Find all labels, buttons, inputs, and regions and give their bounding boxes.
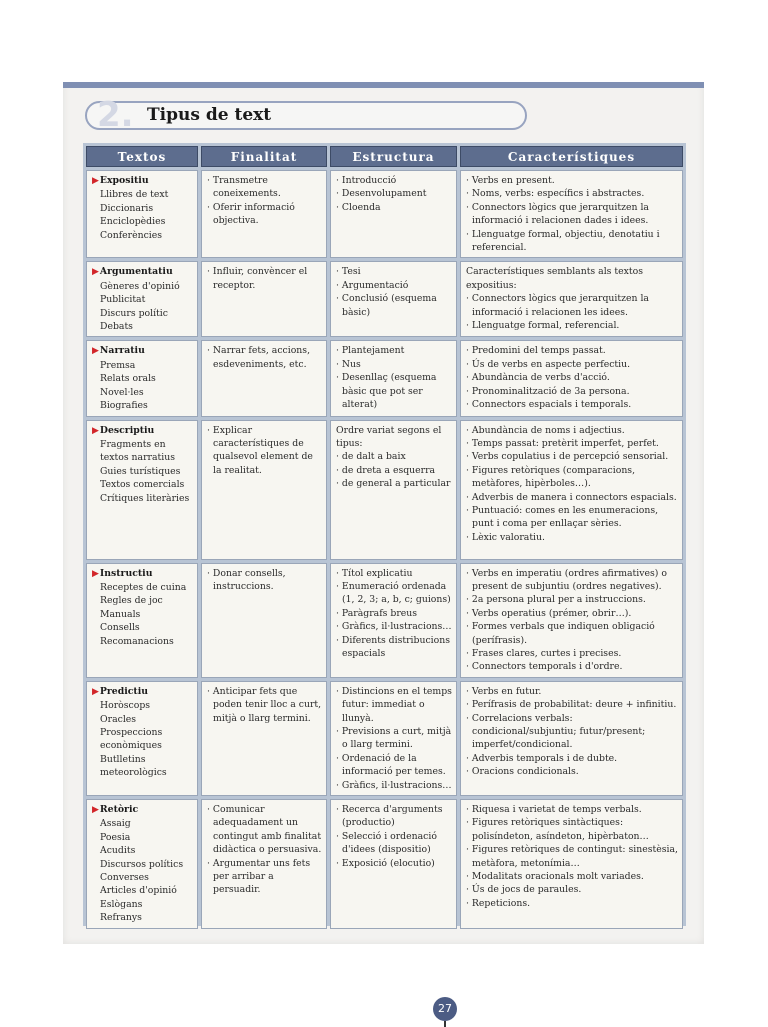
example-item: Enciclopèdies <box>100 216 166 228</box>
caracteristiques-item: · Adverbis temporals i de dubte. <box>466 752 618 764</box>
text-type-label: Instructiu <box>99 567 153 579</box>
page-number-tick <box>444 1021 446 1027</box>
estructura-item: · Exposició (elocutio) <box>336 857 435 869</box>
estructura-item: · Desenvolupament <box>336 188 427 200</box>
cell-caracteristiques <box>460 261 683 337</box>
arrow-marker-icon: ▶ <box>92 805 99 815</box>
example-item: Relats orals <box>100 373 156 385</box>
table-row <box>86 340 683 416</box>
section-title: Tipus de text <box>147 105 272 125</box>
cell-finalitat <box>201 681 327 796</box>
arrow-marker-icon: ▶ <box>92 267 99 278</box>
example-item: Gèneres d'opinió <box>100 280 180 292</box>
example-item: Receptes de cuina <box>100 581 187 593</box>
estructura-item: · Nus <box>336 358 361 370</box>
cell-caracteristiques <box>460 799 683 929</box>
example-item: Crítiques literàries <box>100 492 190 504</box>
example-item: Eslògans <box>100 898 143 910</box>
page-number: 27 <box>433 997 457 1021</box>
column-header-finalitat: Finalitat <box>201 146 327 167</box>
text-type-name <box>92 685 193 699</box>
example-item: Articles d'opinió <box>100 885 177 897</box>
finalitat-item: · Explicar característiques de qualsevol element de la realitat. <box>207 424 313 476</box>
estructura-item: · Cloenda <box>336 201 381 213</box>
caracteristiques-item: · 2a persona plural per a instruccions. <box>466 594 646 606</box>
column-header-caracteristiques: Característiques <box>460 146 683 167</box>
caracteristiques-item: · Temps passat: pretèrit imperfet, perfet. <box>466 437 659 449</box>
example-item: Butlletins meteorològics <box>100 753 167 779</box>
estructura-item: · Plantejament <box>336 345 405 357</box>
example-item: Recomanacions <box>100 635 174 647</box>
caracteristiques-item: · Frases clares, curtes i precises. <box>466 647 622 659</box>
caracteristiques-item: · Predomini del temps passat. <box>466 345 606 357</box>
arrow-marker-icon: ▶ <box>92 176 99 186</box>
cell-caracteristiques <box>460 340 683 416</box>
estructura-item: · Distincions en el temps futur: immediat o llunyà. <box>336 685 452 724</box>
estructura-item: · Argumentació <box>336 279 409 291</box>
table-body <box>86 170 683 929</box>
finalitat-item: · Narrar fets, accions, esdeveniments, etc. <box>207 345 311 370</box>
table-row <box>86 261 683 337</box>
example-item: Converses <box>100 872 149 884</box>
estructura-item: · Tesi <box>336 266 361 278</box>
estructura-item: · Enumeració ordenada (1, 2, 3; a, b, c; guions) <box>336 580 451 606</box>
caracteristiques-item: Característiques semblants als textos expositius: <box>466 266 643 291</box>
text-type-name <box>92 424 193 438</box>
cell-finalitat <box>201 170 327 258</box>
caracteristiques-item: · Modalitats oracionals molt variades. <box>466 871 644 883</box>
example-item: Debats <box>100 321 133 333</box>
caracteristiques-item: · Figures retòriques (comparacions, metàfores, hipèrboles…). <box>466 464 636 490</box>
finalitat-item: · Donar consells, instruccions. <box>207 567 286 592</box>
finalitat-item: · Anticipar fets que poden tenir lloc a curt, mitjà o llarg termini. <box>207 685 322 724</box>
caracteristiques-item: · Connectors temporals i d'ordre. <box>466 661 623 673</box>
example-item: Acudits <box>100 845 136 857</box>
finalitat-item: · Transmetre coneixements. <box>207 175 281 200</box>
column-header-textos: Textos <box>86 146 198 167</box>
finalitat-item: · Influir, convèncer el receptor. <box>207 266 308 291</box>
estructura-item: · Diferents distribucions espacials <box>336 634 451 659</box>
page-top-bar <box>63 82 704 88</box>
estructura-item: · Recerca d'arguments (productio) <box>336 804 443 829</box>
caracteristiques-item: · Connectors espacials i temporals. <box>466 399 632 411</box>
example-item: Textos comercials <box>100 479 185 491</box>
caracteristiques-item: · Pronominalització de 3a persona. <box>466 385 630 397</box>
caracteristiques-item: · Verbs copulatius i de percepció sensorial. <box>466 451 669 463</box>
text-type-label: Descriptiu <box>99 424 155 436</box>
estructura-item: · Conclusió (esquema bàsic) <box>336 293 437 318</box>
cell-finalitat <box>201 340 327 416</box>
table-row <box>86 420 683 560</box>
example-item: Biografies <box>100 400 148 412</box>
cell-estructura <box>330 563 457 678</box>
example-item: Prospeccions econòmiques <box>100 726 163 752</box>
caracteristiques-item: · Verbs en present. <box>466 175 555 186</box>
caracteristiques-item: · Repeticions. <box>466 897 531 909</box>
caracteristiques-item: · Llenguatge formal, objectiu, denotatiu i referencial. <box>466 228 660 254</box>
cell-finalitat <box>201 799 327 929</box>
text-type-label: Expositiu <box>99 175 149 186</box>
caracteristiques-item: · Perífrasis de probabilitat: deure + infinitiu. <box>466 699 677 711</box>
estructura-item: · Previsions a curt, mitjà o llarg termini. <box>336 725 452 751</box>
text-type-name <box>92 174 193 188</box>
text-types-table-frame <box>83 143 686 926</box>
table-row <box>86 799 683 929</box>
text-type-name <box>92 344 193 358</box>
cell-caracteristiques <box>460 420 683 560</box>
text-type-name <box>92 567 193 581</box>
estructura-item: · Gràfics, il·lustracions… <box>336 779 452 791</box>
cell-textos <box>86 681 198 796</box>
finalitat-item: · Argumentar uns fets per arribar a persuadir. <box>207 857 311 896</box>
estructura-item: · Gràfics, il·lustracions… <box>336 621 452 633</box>
cell-estructura <box>330 799 457 929</box>
caracteristiques-item: · Verbs en futur. <box>466 685 542 697</box>
cell-estructura <box>330 261 457 337</box>
arrow-marker-icon: ▶ <box>92 425 99 436</box>
example-item: Conferències <box>100 229 163 241</box>
estructura-item: · de dreta a esquerra <box>336 464 436 476</box>
example-item: Assaig <box>100 818 131 830</box>
arrow-marker-icon: ▶ <box>92 686 99 697</box>
cell-caracteristiques <box>460 170 683 258</box>
cell-textos <box>86 170 198 258</box>
arrow-marker-icon: ▶ <box>92 568 99 579</box>
book-page <box>63 82 704 1015</box>
caracteristiques-item: · Connectors lògics que jerarquitzen la informació i relacionen dades i idees. <box>466 201 649 227</box>
estructura-item: · de general a particular <box>336 478 451 490</box>
table-header-row <box>86 146 683 167</box>
example-item: Oracles <box>100 713 137 725</box>
table-row <box>86 563 683 678</box>
caracteristiques-item: · Verbs en imperatiu (ordres afirmatives) o present de subjuntiu (ordres negatives). <box>466 567 667 592</box>
example-item: Horòscops <box>100 700 151 712</box>
arrow-marker-icon: ▶ <box>92 346 99 357</box>
caracteristiques-item: · Verbs operatius (prémer, obrir…). <box>466 607 632 619</box>
cell-estructura <box>330 681 457 796</box>
caracteristiques-item: · Figures retòriques sintàctiques: polisíndeton, asíndeton, hipèrbaton… <box>466 817 649 842</box>
estructura-item: · de dalt a baix <box>336 451 406 463</box>
cell-textos <box>86 261 198 337</box>
caracteristiques-item: · Oracions condicionals. <box>466 766 579 778</box>
example-item: Refranys <box>100 912 142 924</box>
estructura-item: · Paràgrafs breus <box>336 607 418 619</box>
table-row <box>86 681 683 796</box>
table-row <box>86 170 683 258</box>
cell-textos <box>86 563 198 678</box>
caracteristiques-item: · Ús de jocs de paraules. <box>466 884 582 896</box>
caracteristiques-item: · Puntuació: comes en les enumeracions, punt i coma per enllaçar sèries. <box>466 504 659 530</box>
caracteristiques-item: · Riquesa i varietat de temps verbals. <box>466 804 642 815</box>
example-item: Manuals <box>100 608 141 620</box>
example-item: Premsa <box>100 359 136 371</box>
estructura-item: · Selecció i ordenació d'idees (dispositio) <box>336 830 437 856</box>
example-item: Regles de joc <box>100 595 163 607</box>
text-type-label: Narratiu <box>99 345 145 357</box>
text-type-name <box>92 265 193 279</box>
cell-caracteristiques <box>460 563 683 678</box>
caracteristiques-item: · Abundància de noms i adjectius. <box>466 424 625 436</box>
example-item: Poesia <box>100 831 131 843</box>
example-item: Fragments en textos narratius <box>100 438 175 464</box>
finalitat-item: · Oferir informació objectiva. <box>207 201 295 227</box>
caracteristiques-item: · Adverbis de manera i connectors espacials. <box>466 491 677 503</box>
text-type-label: Predictiu <box>99 685 149 697</box>
cell-finalitat <box>201 420 327 560</box>
caracteristiques-item: · Abundància de verbs d'acció. <box>466 372 610 384</box>
cell-estructura <box>330 340 457 416</box>
estructura-item: Ordre variat segons el tipus: <box>336 424 442 449</box>
text-types-table <box>83 143 686 932</box>
caracteristiques-item: · Lèxic valoratiu. <box>466 531 545 543</box>
caracteristiques-item: · Figures retòriques de contingut: sinestèsia, metàfora, metonímia… <box>466 844 678 869</box>
column-header-estructura: Estructura <box>330 146 457 167</box>
section-number: 2. <box>97 95 134 135</box>
cell-finalitat <box>201 563 327 678</box>
caracteristiques-item: · Connectors lògics que jerarquitzen la informació i relacionen les idees. <box>466 293 649 318</box>
text-type-label: Argumentatiu <box>99 266 173 278</box>
example-item: Publicitat <box>100 294 146 306</box>
caracteristiques-item: · Noms, verbs: específics i abstractes. <box>466 188 645 200</box>
caracteristiques-item: · Ús de verbs en aspecte perfectiu. <box>466 358 631 370</box>
caracteristiques-item: · Llenguatge formal, referencial. <box>466 320 620 332</box>
example-item: Discurs polític <box>100 307 168 319</box>
estructura-item: · Ordenació de la informació per temes. <box>336 752 446 778</box>
example-item: Discursos polítics <box>100 858 184 870</box>
cell-caracteristiques <box>460 681 683 796</box>
cell-textos <box>86 340 198 416</box>
cell-estructura <box>330 420 457 560</box>
cell-textos <box>86 420 198 560</box>
text-type-label: Retòric <box>99 804 139 815</box>
text-type-name <box>92 803 193 817</box>
finalitat-item: · Comunicar adequadament un contingut amb finalitat didàctica o persuasiva. <box>207 804 322 856</box>
example-item: Diccionaris <box>100 202 154 214</box>
example-item: Novel·les <box>100 386 144 398</box>
cell-textos <box>86 799 198 929</box>
estructura-item: · Títol explicatiu <box>336 567 413 579</box>
example-item: Llibres de text <box>100 189 169 201</box>
example-item: Guies turístiques <box>100 465 181 477</box>
cell-estructura <box>330 170 457 258</box>
example-item: Consells <box>100 622 140 634</box>
caracteristiques-item: · Formes verbals que indiquen obligació (perífrasis). <box>466 621 655 646</box>
caracteristiques-item: · Correlacions verbals: condicional/subjuntiu; futur/present; imperfet/condicional. <box>466 712 646 751</box>
estructura-item: · Introducció <box>336 175 397 186</box>
cell-finalitat <box>201 261 327 337</box>
estructura-item: · Desenllaç (esquema bàsic que pot ser alterat) <box>336 372 437 411</box>
